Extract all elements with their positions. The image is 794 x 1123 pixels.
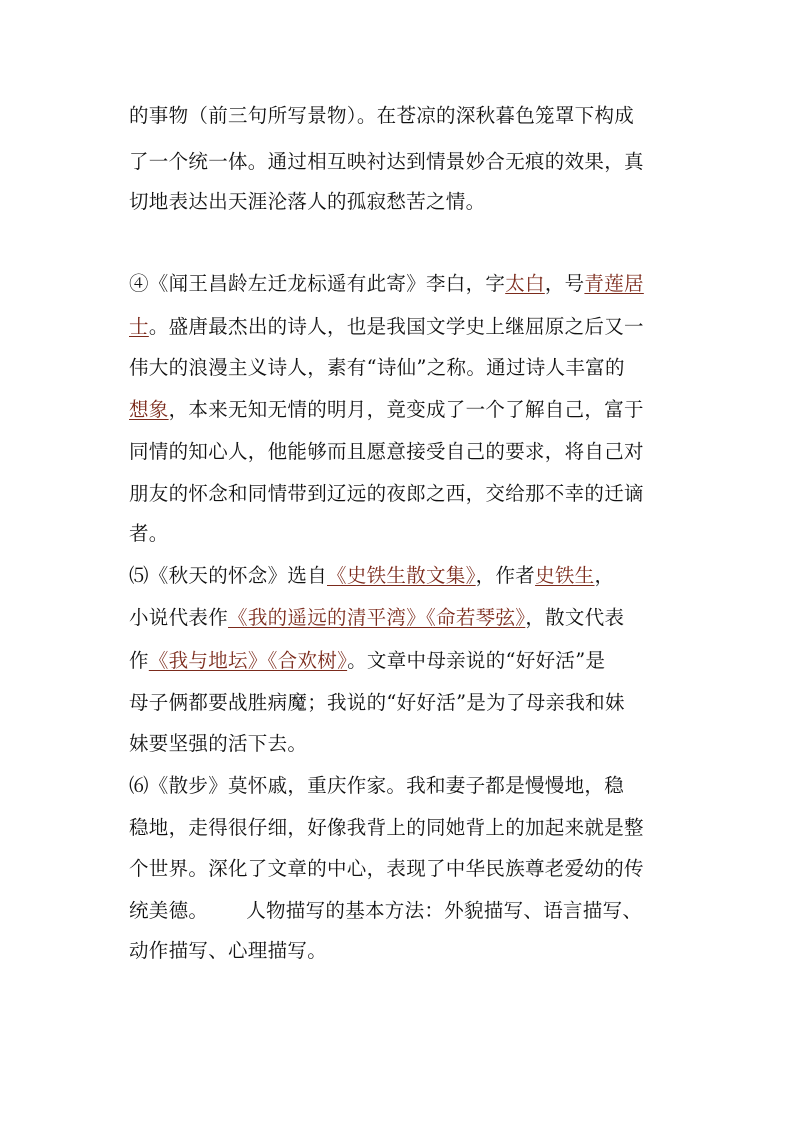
text-segment: ，号	[544, 272, 585, 295]
text-segment: 动作描写、心理描写。	[129, 939, 328, 962]
text-segment: 的事物（前三句所写景物）。在苍凉的深秋暮色笼罩下构成	[129, 104, 635, 127]
text-segment: 作	[129, 649, 149, 672]
link-shi-tiesheng[interactable]: 史铁生	[535, 564, 595, 587]
paragraph-6-line-4	[129, 897, 669, 925]
text-segment: 伟大的浪漫主义诗人，素有“诗仙”之称。通过诗人丰富的	[129, 356, 625, 379]
text-segment: 。盛唐最杰出的诗人，也是我国文学史上继屈原之后又一	[148, 315, 644, 338]
paragraph-1-line-1	[129, 102, 669, 130]
text-segment: ，作者	[475, 564, 536, 587]
paragraph-4-line-5	[129, 438, 669, 466]
link-shi-tiesheng-sanwenji[interactable]: 《史铁生散文集》	[327, 564, 476, 587]
text-segment: ，散文代表	[525, 606, 625, 629]
text-segment: ，本来无知无情的明月，竟变成了一个了解自己，富于	[168, 398, 644, 421]
paragraph-5-line-3	[129, 647, 669, 675]
text-segment: ，	[594, 564, 615, 587]
text-segment: 。文章中母亲说的“好好活”是	[347, 649, 606, 672]
paragraph-6-line-3	[129, 855, 669, 883]
paragraph-5-line-2	[129, 604, 669, 632]
paragraph-4-line-4	[129, 396, 669, 424]
paragraph-1-line-2	[129, 148, 669, 176]
paragraph-5-line-1	[129, 562, 669, 590]
text-segment: 稳地，走得很仔细，好像我背上的同她背上的加起来就是整	[129, 816, 644, 839]
link-taibai[interactable]: 太白	[505, 272, 545, 295]
text-segment: ⑹《散步》莫怀戚，重庆作家。我和妻子都是慢慢地，稳	[129, 774, 625, 797]
text-segment: 个世界。深化了文章的中心，表现了中华民族尊老爱幼的传	[129, 857, 644, 880]
text-segment: 人物描写的基本方法：外貌描写、语言描写、	[246, 899, 643, 922]
link-qinglian-jushi[interactable]: 青莲居	[584, 272, 644, 295]
link-novels[interactable]: 《我的遥远的清平湾》《命若琴弦》	[228, 606, 526, 629]
paragraph-4-line-2	[129, 313, 669, 341]
paragraph-6-line-1	[129, 772, 669, 800]
text-segment: ④《闻王昌龄左迁龙标遥有此寄》李白，字	[129, 272, 506, 295]
text-segment: 者。	[129, 522, 169, 545]
text-segment: 小说代表作	[129, 606, 229, 629]
link-xiangxiang[interactable]: 想象	[129, 398, 169, 421]
paragraph-1-line-3	[129, 188, 669, 216]
text-segment: 了一个统一体。通过相互映衬达到情景妙合无痕的效果，真	[129, 150, 644, 173]
paragraph-4-line-3	[129, 354, 669, 382]
paragraph-6-line-2	[129, 814, 669, 842]
text-segment: 切地表达出天涯沦落人的孤寂愁苦之情。	[129, 190, 486, 213]
paragraph-4-line-1	[129, 270, 669, 298]
text-segment: 统美德。	[129, 899, 209, 922]
link-essays[interactable]: 《我与地坛》《合欢树》	[148, 649, 348, 672]
link-qinglian-jushi-cont[interactable]: 士	[129, 315, 149, 338]
text-segment: 朋友的怀念和同情带到辽远的夜郎之西，交给那不幸的迁谪	[129, 482, 644, 505]
text-segment: ⑸《秋天的怀念》选自	[129, 564, 328, 587]
paragraph-6-line-5	[129, 937, 669, 965]
paragraph-5-line-5	[129, 730, 669, 758]
paragraph-4-line-6	[129, 480, 669, 508]
text-segment: 妹要坚强的活下去。	[129, 732, 308, 755]
text-segment: 母子俩都要战胜病魔；我说的“好好活”是为了母亲我和妹	[129, 691, 625, 714]
paragraph-5-line-4	[129, 689, 669, 717]
paragraph-4-line-7	[129, 520, 669, 548]
text-segment: 同情的知心人，他能够而且愿意接受自己的要求，将自己对	[129, 440, 644, 463]
